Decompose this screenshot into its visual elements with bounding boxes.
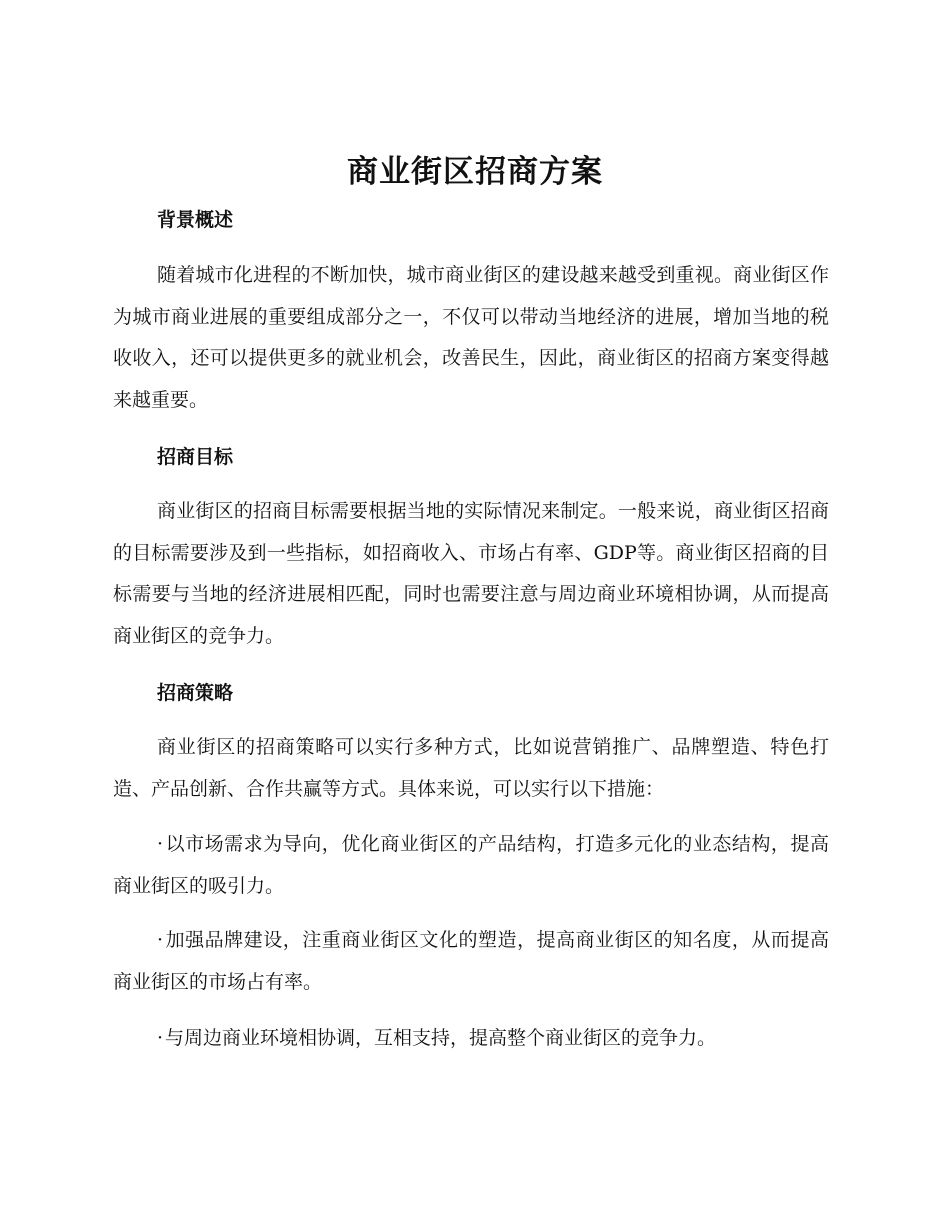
bullet-item	[113, 824, 829, 907]
document-title: 商业街区招商方案	[347, 154, 603, 190]
section-heading-background: 背景概述	[157, 209, 234, 231]
bullet-item	[113, 1018, 829, 1060]
bullet-dot-icon: ·	[157, 1027, 164, 1049]
section-paragraph-goals: 商业街区的招商目标需要根据当地的实际情况来制定。一般来说，商业街区招商的目标需要涉及到一些指标，如招商收入、市场占有率、GDP等。商业街区招商的目标需要与当地的经济进展相匹配，同时也需要注意与周边商业环境相协调，从而提高商业街区的竞争力。	[113, 500, 829, 647]
bullet-text: 与周边商业环境相协调，互相支持，提高整个商业街区的竞争力。	[165, 1027, 717, 1049]
bullet-dot-icon: ·	[157, 833, 164, 855]
bullet-text: 以市场需求为导向，优化商业街区的产品结构，打造多元化的业态结构，提高商业街区的吸引力。	[113, 833, 829, 897]
section-heading-goals: 招商目标	[157, 446, 234, 468]
section-heading-strategy: 招商策略	[157, 682, 234, 704]
bullet-text: 加强品牌建设，注重商业街区文化的塑造，提高商业街区的知名度，从而提高商业街区的市场占有率。	[113, 929, 829, 993]
bullet-item	[113, 920, 829, 1003]
bullet-dot-icon: ·	[157, 929, 164, 951]
section-paragraph-background: 随着城市化进程的不断加快，城市商业街区的建设越来越受到重视。商业街区作为城市商业进展的重要组成部分之一，不仅可以带动当地经济的进展，增加当地的税收收入，还可以提供更多的就业机会，改善民生，因此，商业街区的招商方案变得越来越重要。	[113, 264, 829, 411]
section-paragraph-strategy: 商业街区的招商策略可以实行多种方式，比如说营销推广、品牌塑造、特色打造、产品创新、合作共赢等方式。具体来说，可以实行以下措施：	[113, 736, 829, 800]
